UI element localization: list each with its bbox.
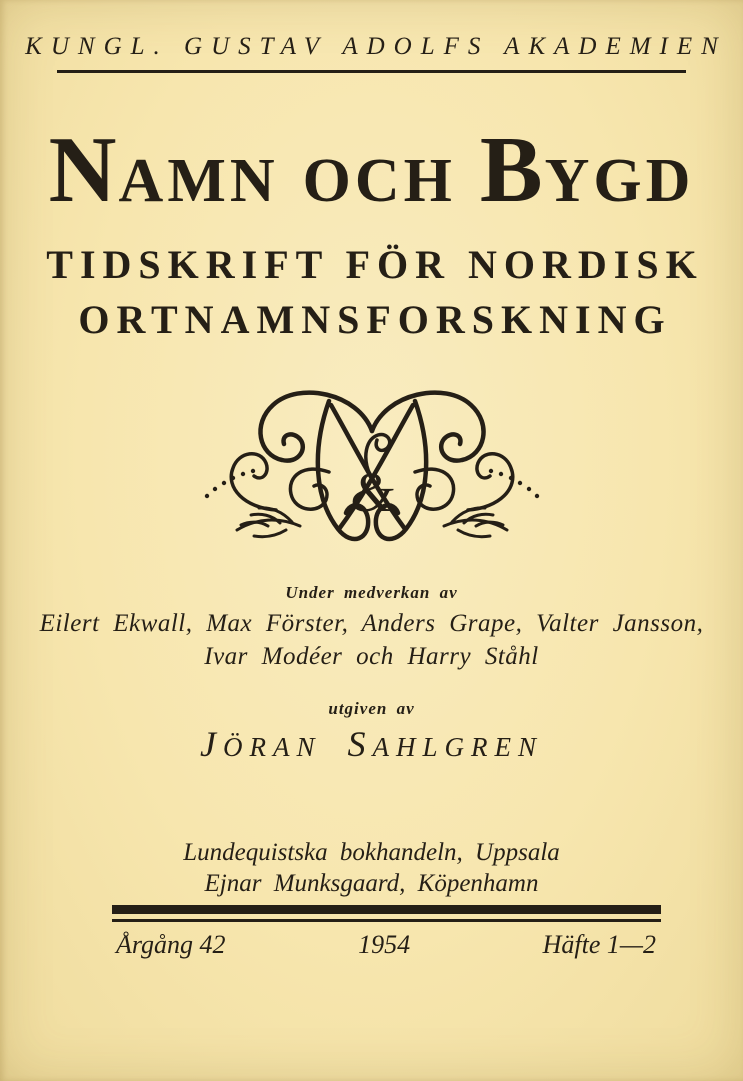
contributors-intro: Under medverkan av: [285, 583, 458, 602]
publisher-line-1: Lundequistska bokhandeln, Uppsala: [183, 839, 560, 866]
edition-line: [116, 930, 656, 960]
academy-rule-divider: [57, 70, 686, 73]
title-word-bygd: [479, 118, 695, 222]
contributors-line-2: Ivar Modéer och Harry Ståhl: [204, 643, 539, 670]
publisher-line-2: Ejnar Munksgaard, Köpenhamn: [204, 870, 539, 897]
title-initial-b: B: [479, 118, 545, 222]
subtitle-line-1: TIDSKRIFT FÖR NORDISK: [46, 242, 704, 287]
academy-name: KUNGL. GUSTAV ADOLFS AKADEMIEN: [25, 33, 727, 60]
nb-monogram-ornament: [179, 379, 565, 557]
year-label: 1954: [358, 930, 411, 959]
contributors-line-1: Eilert Ekwall, Max Förster, Anders Grape, Valter Jansson,: [39, 610, 704, 637]
title-word-och: OCH: [302, 147, 456, 215]
editor-first-name: [200, 724, 322, 764]
editor-last-initial: S: [347, 724, 373, 764]
title-word-namn: [48, 118, 279, 222]
editor-first-initial: J: [200, 724, 223, 764]
volume-label: Årgång 42: [116, 930, 226, 959]
title-rest-amn: AMN: [118, 147, 279, 215]
title-rest-ygd: YGD: [544, 147, 695, 215]
nb-monogram-icon: [179, 379, 565, 557]
journal-title: [0, 116, 743, 224]
issue-label: Häfte 1—2: [542, 930, 656, 959]
title-initial-n: N: [48, 118, 119, 222]
editor-last-name: [347, 724, 543, 764]
subtitle-line-2: ORTNAMNSFORSKNING: [78, 297, 672, 342]
editor-intro: utgiven av: [328, 699, 415, 718]
footer-rule-thick: [112, 905, 661, 914]
editor-last-rest: AHLGREN: [372, 732, 543, 762]
editor-name: [0, 723, 743, 765]
ampersand-glyph: &: [349, 462, 394, 524]
footer-rule-thin: [112, 919, 661, 922]
editor-first-rest: ÖRAN: [222, 732, 322, 762]
